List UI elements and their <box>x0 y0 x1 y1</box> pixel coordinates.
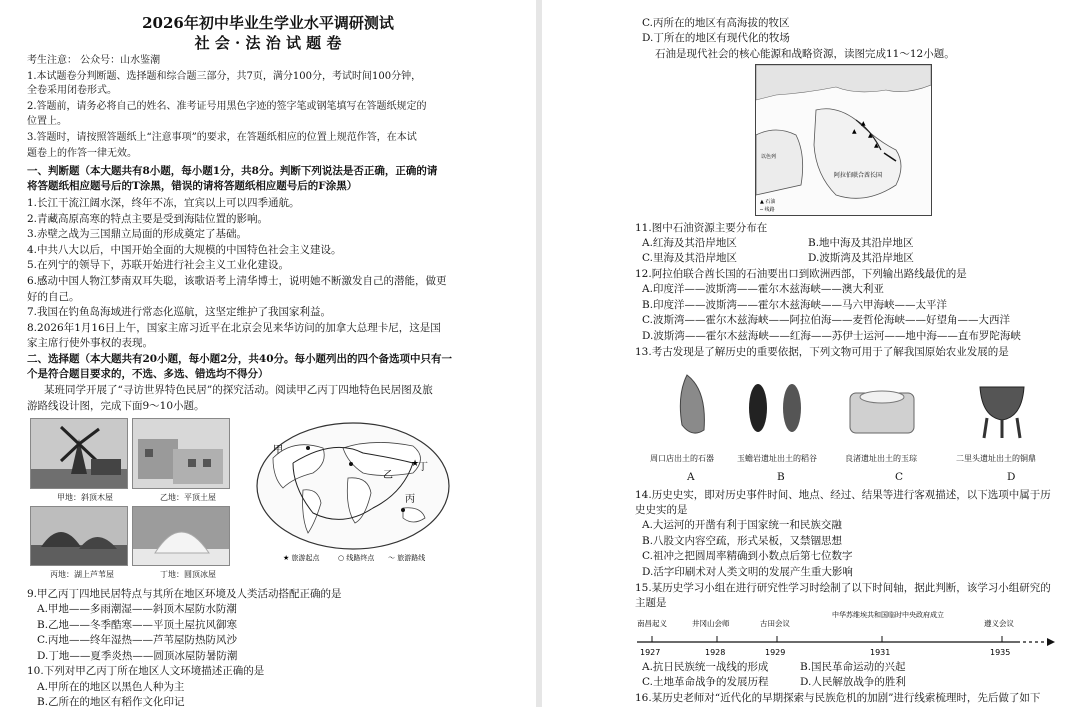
notice-line: 2.答题前，请务必将自己的姓名、准考证号用黑色字迹的签字笔或钢笔填写在答题纸规定的 <box>27 101 427 112</box>
route-end-dot <box>401 508 405 512</box>
q15-option-b: B.国民革命运动的兴起 <box>800 661 906 673</box>
q12-option-c: C.波斯湾——霍尔木兹海峡——阿拉伯海——麦哲伦海峡——好望角——大西洋 <box>642 314 1010 326</box>
question-16-stem: 16.某历史老师对“近代化的早期探索与民族危机的加剧”进行线索梳理时，先后做了如下 <box>635 692 1041 704</box>
photo-caption: 丁地：圆顶冰屋 <box>160 570 216 579</box>
oil-marker-icon: ▲ <box>874 142 879 149</box>
q9-option-c: C.丙地——终年湿热——芦苇屋防热防风沙 <box>37 634 237 646</box>
q11-option-a: A.红海及其沿岸地区 <box>642 237 737 249</box>
q15-option-c: C.土地革命战争的发展历程 <box>642 676 769 688</box>
q10-option-d: D.丁所在的地区有现代化的牧场 <box>642 32 790 44</box>
left-page <box>0 0 536 707</box>
section1-heading: 将答题纸相应题号后的T涂黑，错误的请将答题纸相应题号后的F涂黑） <box>27 180 358 192</box>
dwelling-photo-jia <box>30 418 128 489</box>
route-end-dot <box>306 446 310 450</box>
judge-item: 好的自己。 <box>27 291 80 303</box>
oil-marker-icon: ▲ <box>852 128 857 135</box>
map-label-ding: 丁 <box>418 462 428 473</box>
q14-option-a: A.大运河的开凿有利于国家统一和民族交融 <box>642 519 842 531</box>
windmill-illustration <box>31 419 127 488</box>
question-15-stem: 15.某历史学习小组在进行研究性学习时绘制了以下时间轴，据此判断，该学习小组研究的 <box>635 582 1051 594</box>
notice-line: 3.答题时，请按照答题纸上“注意事项”的要求，在答题纸相应的位置上规范作答，在本试 <box>27 132 417 143</box>
dwelling-photo-ding <box>132 506 230 566</box>
question-15-stem: 主题是 <box>635 597 667 609</box>
start-star-icon: ★ <box>411 459 420 469</box>
artifact-caption: 周口店出土的石器 <box>650 454 714 463</box>
notice-line: 题卷上的作答一律无效。 <box>27 148 137 159</box>
q10-option-b: B.乙所在的地区有稻作文化印记 <box>37 696 185 707</box>
timeline-event: 南昌起义 <box>637 619 667 628</box>
q9-option-d: D.丁地——夏季炎热——圆顶冰屋防暑防潮 <box>37 650 238 662</box>
notice-line: 全卷采用闭卷形式。 <box>27 85 117 96</box>
question-12-stem: 12.阿拉伯联合酋长国的石油要出口到欧洲西部，下列输出路线最优的是 <box>635 268 967 280</box>
stone-tool-image <box>672 370 712 440</box>
q10-option-c: C.丙所在的地区有高海拔的牧区 <box>642 17 790 29</box>
notice-line: 位置上。 <box>27 116 67 127</box>
q11-option-c: C.里海及其沿岸地区 <box>642 252 737 264</box>
artifact-caption: 玉蟾岩遗址出土的稻谷 <box>737 454 817 463</box>
judge-item: 2.青藏高原高寒的特点主要是受到海陆位置的影响。 <box>27 213 269 225</box>
map-legend: ～ 旅游路线 <box>388 554 426 562</box>
question-14-stem: 史史实的是 <box>635 504 688 516</box>
notice-header: 考生注意： 公众号：山水鉴潮 <box>27 55 161 66</box>
rice-grain-image <box>740 378 810 438</box>
oil-marker-icon: ▲ <box>861 120 866 127</box>
map-label-jia: 甲 <box>273 445 283 456</box>
q14-option-b: B.八股文内容空疏，形式呆板，又禁锢思想 <box>642 535 843 547</box>
q11-option-b: B.地中海及其沿岸地区 <box>808 237 914 249</box>
earth-house-illustration <box>133 419 229 488</box>
exam-subtitle: 社 会 · 法 治 试 题 卷 <box>194 34 342 52</box>
section2-heading: 个是符合题目要求的，不选、多选、错选均不得分） <box>27 368 269 380</box>
timeline-event: 井冈山会师 <box>692 619 730 628</box>
map-label-bing: 丙 <box>405 494 415 505</box>
notice-line: 1.本试题卷分判断题、选择题和综合题三部分，共7页，满分100分，考试时间100分钟， <box>27 71 422 82</box>
judge-item: 家主席行使外事权的表现。 <box>27 337 153 349</box>
timeline-year: 1931 <box>870 648 891 657</box>
q12-option-b: B.印度洋——波斯湾——霍尔木兹海峡——马六甲海峡——太平洋 <box>642 299 948 311</box>
timeline-year: 1935 <box>990 648 1011 657</box>
q10-option-a: A.甲所在的地区以黑色人种为主 <box>37 681 185 693</box>
oil-marker-icon: ▲ <box>868 132 873 139</box>
timeline-year: 1928 <box>705 648 726 657</box>
artifact-caption: 二里头遗址出土的铜鼎 <box>956 454 1036 463</box>
artifact-letter: C <box>895 471 904 483</box>
judge-item: 4.中共八大以后，中国开始全面的大规模的中国特色社会主义建设。 <box>27 244 342 256</box>
section2-intro: 某班同学开展了“寻访世界特色民居”的探究活动。阅读甲乙丙丁四地特色民居图及旅 <box>44 384 433 396</box>
question-9-stem: 9.甲乙丙丁四地民居特点与其所在地区环境及人类活动搭配正确的是 <box>27 588 342 600</box>
bronze-ding-image <box>972 372 1032 442</box>
artifact-caption: 良渚遗址出土的玉琮 <box>845 454 917 463</box>
judge-item: 7.我国在钓鱼岛海域进行常态化巡航，这坚定维护了我国家利益。 <box>27 306 332 318</box>
question-13-stem: 13.考古发现是了解历史的重要依据，下列文物可用于了解我国原始农业发展的是 <box>635 346 1009 358</box>
judge-item: 1.长江干流江阔水深，终年不冻，宜宾以上可以四季通航。 <box>27 197 300 209</box>
map-label-israel: 以色列 <box>761 154 777 160</box>
reed-house-illustration <box>31 507 127 565</box>
q9-option-a: A.甲地——多雨潮湿——斜顶木屋防水防潮 <box>37 603 237 615</box>
artifact-letter: D <box>1007 471 1016 483</box>
dwelling-photo-yi <box>132 418 230 489</box>
q14-option-c: C.祖冲之把圆周率精确到小数点后第七位数字 <box>642 550 853 562</box>
map-legend: ★ 旅游起点 <box>283 554 320 562</box>
map-legend: ○ 线路终点 <box>338 554 375 562</box>
artifact-letter: B <box>777 471 785 483</box>
q12-option-a: A.印度洋——波斯湾——霍尔木兹海峡——澳大利亚 <box>642 283 884 295</box>
timeline-event: 古田会议 <box>760 619 790 628</box>
world-travel-map <box>253 418 453 568</box>
question-10-stem: 10.下列对甲乙丙丁所在地区人文环境描述正确的是 <box>27 665 265 677</box>
right-page <box>542 0 1080 707</box>
middle-east-map <box>755 64 932 216</box>
timeline-event: 遵义会议 <box>984 619 1014 628</box>
photo-caption: 丙地：湖上芦苇屋 <box>50 570 114 579</box>
dwelling-photo-bing <box>30 506 128 566</box>
q15-option-d: D.人民解放战争的胜利 <box>800 676 906 688</box>
igloo-illustration <box>133 507 229 565</box>
jade-cong-image <box>842 385 922 440</box>
section2-intro: 游路线设计图，完成下面9～10小题。 <box>27 400 205 412</box>
q12-option-d: D.波斯湾——霍尔木兹海峡——红海——苏伊士运河——地中海——直布罗陀海峡 <box>642 330 1021 342</box>
q15-option-a: A.抗日民族统一战线的形成 <box>642 661 769 673</box>
timeline-year: 1929 <box>765 648 786 657</box>
q9-option-b: B.乙地——冬季酷寒——平顶土屋抗风御寒 <box>37 619 238 631</box>
map-legend: ▲ 石油 <box>760 199 776 205</box>
judge-item: 6.感动中国人物江梦南双耳失聪，该歌语考上清华博士，说明她不断激发自己的潜能，做更 <box>27 275 447 287</box>
section2-heading: 二、选择题（本大题共有20小题，每小题2分，共40分。每小题列出的四个备选项中只有一 <box>27 353 453 365</box>
map-label-yi: 乙 <box>383 470 393 481</box>
map-legend: ─ 线路 <box>760 207 775 213</box>
section1-heading: 一、判断题（本大题共有8小题，每小题1分，共8分。判断下列说法是否正确，正确的请 <box>27 165 438 177</box>
oil-intro: 石油是现代社会的核心能源和战略资源，读图完成11～12小题。 <box>655 48 955 60</box>
timeline-event: 中华苏维埃共和国临时中央政府成立 <box>832 611 944 619</box>
exam-title: 2026年初中毕业生学业水平调研测试 <box>142 14 394 32</box>
question-14-stem: 14.历史史实，即对历史事件时间、地点、经过、结果等进行客观描述，以下选项中属于历 <box>635 489 1051 501</box>
timeline <box>632 608 1072 660</box>
judge-item: 5.在列宁的领导下，苏联开始进行社会主义工业化建设。 <box>27 259 290 271</box>
question-11-stem: 11.图中石油资源主要分布在 <box>635 222 768 234</box>
timeline-year: 1927 <box>640 648 661 657</box>
q14-option-d: D.活字印刷术对人类文明的发展产生重大影响 <box>642 566 853 578</box>
q11-option-d: D.波斯湾及其沿岸地区 <box>808 252 914 264</box>
route-end-dot <box>349 462 353 466</box>
judge-item: 3.赤壁之战为三国鼎立局面的形成奠定了基础。 <box>27 228 248 240</box>
photo-caption: 乙地：平顶土屋 <box>160 493 216 502</box>
photo-caption: 甲地：斜顶木屋 <box>57 493 113 502</box>
judge-item: 8.2026年1月16日上午，国家主席习近平在北京会见来华访问的加拿大总理卡尼，这是国 <box>27 322 441 334</box>
artifact-letter: A <box>687 471 695 483</box>
map-label-uae: 阿拉伯联合酋长国 <box>834 172 883 179</box>
